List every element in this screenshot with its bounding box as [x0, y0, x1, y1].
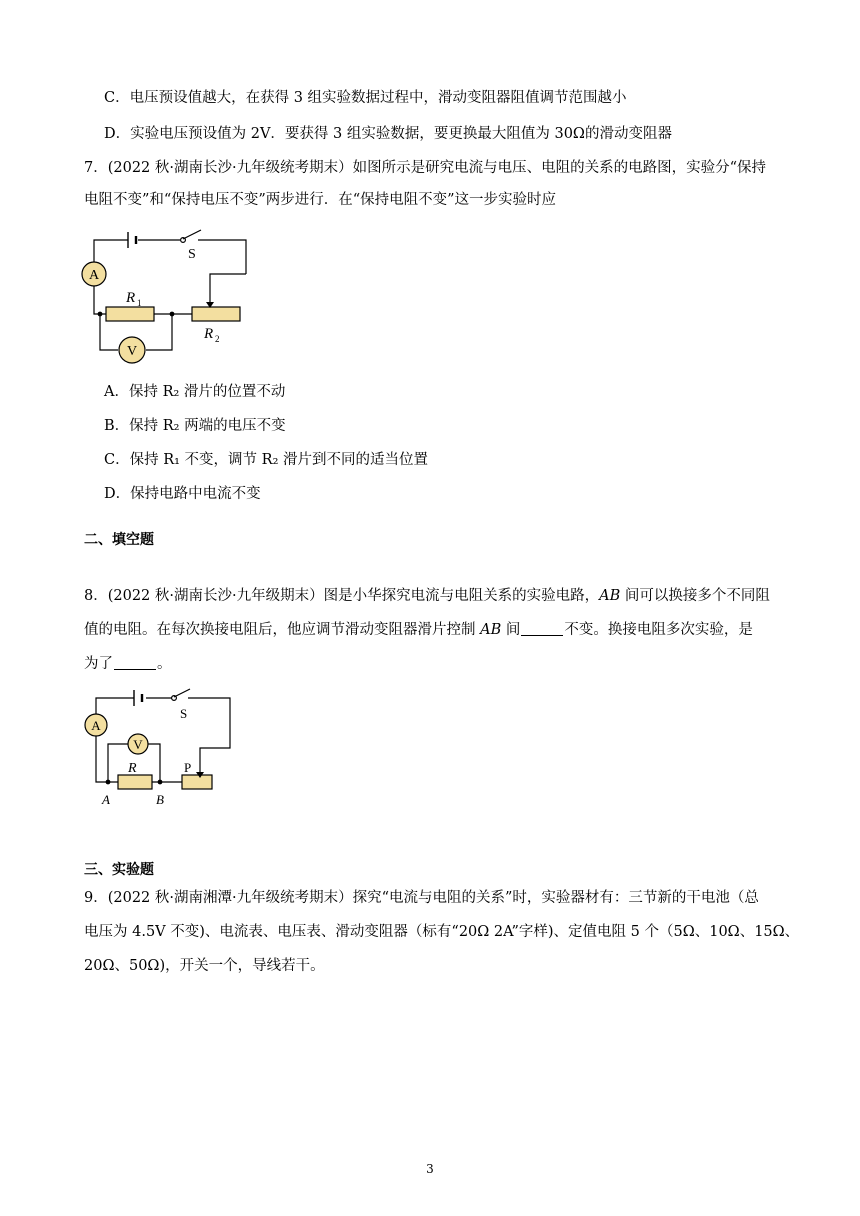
q9-stem-line2: 电压为 4.5V 不变)、电流表、电压表、滑动变阻器（标有“20Ω 2A”字样)、定值电阻 5 个（5Ω、10Ω、15Ω、 [84, 924, 800, 940]
q7-circuit-diagram [80, 222, 270, 372]
section-fill-in: 二、填空题 [84, 532, 154, 548]
q8-stem-line1: 8．(2022 秋·湖南长沙·九年级期末）图是小华探究电流与电阻关系的实验电路，AB 间可以换接多个不同阻 [84, 588, 770, 604]
q8-p-label: P [184, 760, 192, 775]
q9-stem-line1: 9．(2022 秋·湖南湘潭·九年级统考期末）探究“电流与电阻的关系”时，实验器材有：三节新的干电池（总 [84, 890, 759, 906]
q7-option-d: D．保持电路中电流不变 [104, 486, 261, 502]
q8-a-label: A [102, 792, 110, 807]
q7-r2-label: R [204, 326, 214, 342]
q7-option-c: C．保持 R₁ 不变，调节 R₂ 滑片到不同的适当位置 [104, 452, 428, 468]
q7-option-a: A．保持 R₂ 滑片的位置不动 [104, 384, 286, 400]
q8-r-label: R [128, 761, 137, 776]
section-experiment: 三、实验题 [84, 862, 154, 878]
q7-voltmeter-label: V [126, 344, 138, 359]
q7-r1-label: R [126, 290, 136, 306]
q8-switch-label: S [180, 706, 188, 721]
q7-r2-sub: 2 [215, 334, 220, 344]
q8-stem-line2: 值的电阻。在每次换接电阻后，他应调节滑动变阻器滑片控制 AB 间 不变。换接电阻多次实验，是 [84, 622, 753, 638]
q7-stem-line1: 7．(2022 秋·湖南长沙·九年级统考期末）如图所示是研究电流与电压、电阻的关系的电路图，实验分“保持 [84, 160, 767, 176]
q7-switch-label: S [188, 247, 196, 262]
q7-option-b: B．保持 R₂ 两端的电压不变 [104, 418, 286, 434]
q8-circuit-diagram [80, 686, 250, 810]
q6-option-d: D．实验电压预设值为 2V．要获得 3 组实验数据，要更换最大阻值为 30Ω的滑动变阻器 [104, 126, 672, 142]
q7-r1-sub: 1 [137, 298, 142, 308]
q9-stem-line3: 20Ω、50Ω)，开关一个，导线若干。 [84, 958, 325, 974]
q8-blank-2[interactable] [114, 655, 156, 670]
q8-b-label: B [156, 792, 164, 807]
q7-stem-line2: 电阻不变”和“保持电压不变”两步进行．在“保持电阻不变”这一步实验时应 [84, 192, 557, 208]
q8-ammeter-label: A [91, 718, 101, 733]
q8-blank-1[interactable] [521, 621, 563, 636]
q8-stem-line3: 为了 。 [84, 656, 172, 672]
q8-voltmeter-label: V [133, 737, 143, 752]
q6-option-c: C．电压预设值越大，在获得 3 组实验数据过程中，滑动变阻器阻值调节范围越小 [104, 90, 627, 106]
page-number: 3 [426, 1162, 434, 1176]
q7-ammeter-label: A [88, 268, 100, 283]
